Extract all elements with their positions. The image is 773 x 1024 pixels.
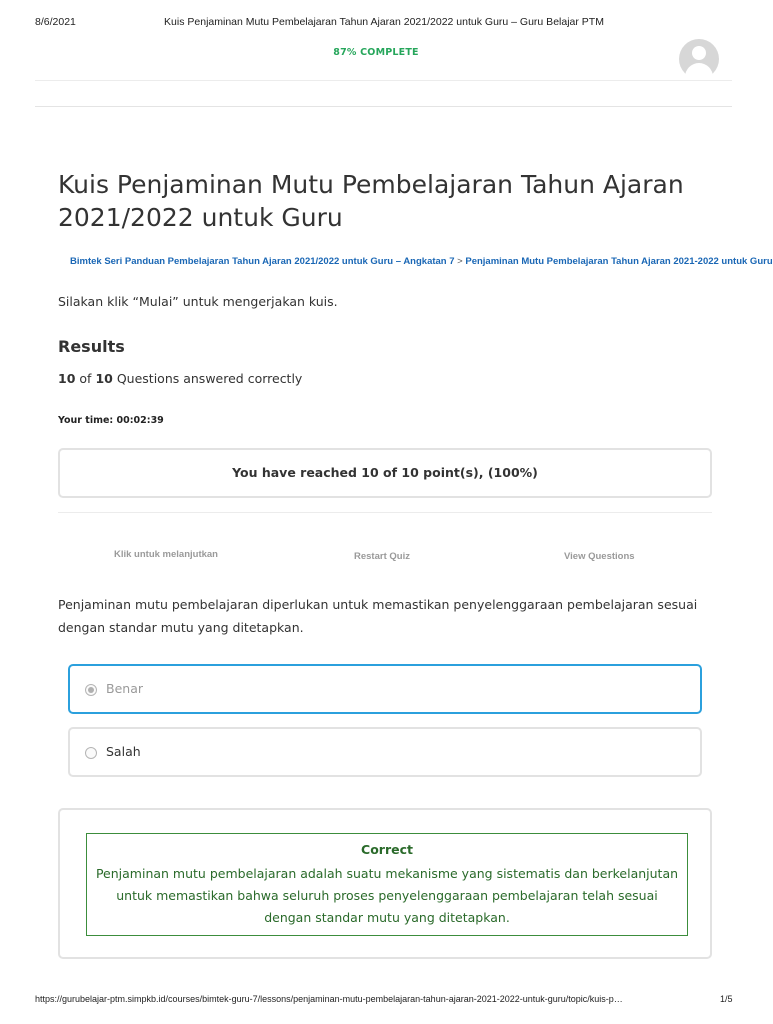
question-text: Penjaminan mutu pembelajaran diperlukan untuk memastikan penyelenggaraan pembelajaran sesuai dengan standar mutu yang ditetapkan.	[58, 597, 698, 635]
print-footer	[0, 994, 768, 1008]
user-avatar-icon[interactable]	[679, 39, 719, 79]
quiz-actions	[58, 540, 712, 570]
radio-checked-icon[interactable]	[85, 684, 97, 696]
print-date: 8/6/2021	[35, 16, 76, 28]
answer-option-label: Salah	[106, 744, 141, 759]
answered-text: Questions answered correctly	[116, 371, 303, 386]
breadcrumb-course-link[interactable]: Bimtek Seri Panduan Pembelajaran Tahun Ajaran 2021/2022 untuk Guru – Angkatan 7	[70, 256, 455, 267]
answer-feedback-card	[58, 808, 712, 959]
feedback-explanation: Penjaminan mutu pembelajaran adalah suatu mekanisme yang sistematis dan berkelanjutan untuk memastikan bahwa seluruh proses penyelenggaraan pembelajaran telah sesuai dengan standar mutu yang ditetapkan.	[95, 866, 679, 925]
elapsed-time: Your time: 00:02:39	[58, 415, 164, 426]
of-word: of	[79, 371, 92, 386]
radio-dot	[88, 687, 94, 693]
avatar-shoulders-shape	[685, 63, 713, 85]
total-count: 10	[95, 371, 113, 386]
breadcrumb-lesson-link[interactable]: Penjaminan Mutu Pembelajaran Tahun Ajaran 2021-2022 untuk Guru	[465, 256, 773, 267]
print-url: https://gurubelajar-ptm.simpkb.id/courses/bimtek-guru-7/lessons/penjaminan-mutu-pembelajaran-tahun-ajaran-2021-2022-untuk-guru/topic/kuis-p…	[35, 994, 623, 1004]
continue-button[interactable]: Klik untuk melanjutkan	[114, 549, 218, 560]
header-divider	[35, 80, 732, 81]
print-header	[0, 16, 768, 30]
breadcrumb-separator: >	[457, 256, 463, 267]
header-divider-bottom	[35, 106, 732, 107]
view-questions-button[interactable]: View Questions	[564, 551, 635, 562]
restart-quiz-button[interactable]: Restart Quiz	[354, 551, 410, 562]
results-divider	[58, 512, 712, 513]
print-page-number: 1/5	[720, 994, 733, 1004]
correct-count: 10	[58, 371, 76, 386]
print-document-title: Kuis Penjaminan Mutu Pembelajaran Tahun Ajaran 2021/2022 untuk Guru – Guru Belajar PTM	[164, 16, 604, 28]
answer-option-benar[interactable]	[68, 664, 702, 714]
score-summary	[58, 371, 302, 386]
quiz-instruction: Silakan klik “Mulai” untuk mengerjakan kuis.	[58, 294, 338, 309]
answer-option-salah[interactable]	[68, 727, 702, 777]
breadcrumb	[70, 256, 773, 267]
correct-feedback-box	[86, 833, 688, 936]
answer-option-label: Benar	[106, 681, 143, 696]
results-heading: Results	[58, 337, 125, 356]
points-summary-box: You have reached 10 of 10 point(s), (100%)	[58, 448, 712, 498]
page-title: Kuis Penjaminan Mutu Pembelajaran Tahun Ajaran 2021/2022 untuk Guru	[58, 170, 684, 232]
avatar-head-shape	[692, 46, 706, 60]
radio-unchecked-icon[interactable]	[85, 747, 97, 759]
course-progress-label: 87% COMPLETE	[333, 47, 419, 58]
feedback-title: Correct	[361, 842, 413, 857]
